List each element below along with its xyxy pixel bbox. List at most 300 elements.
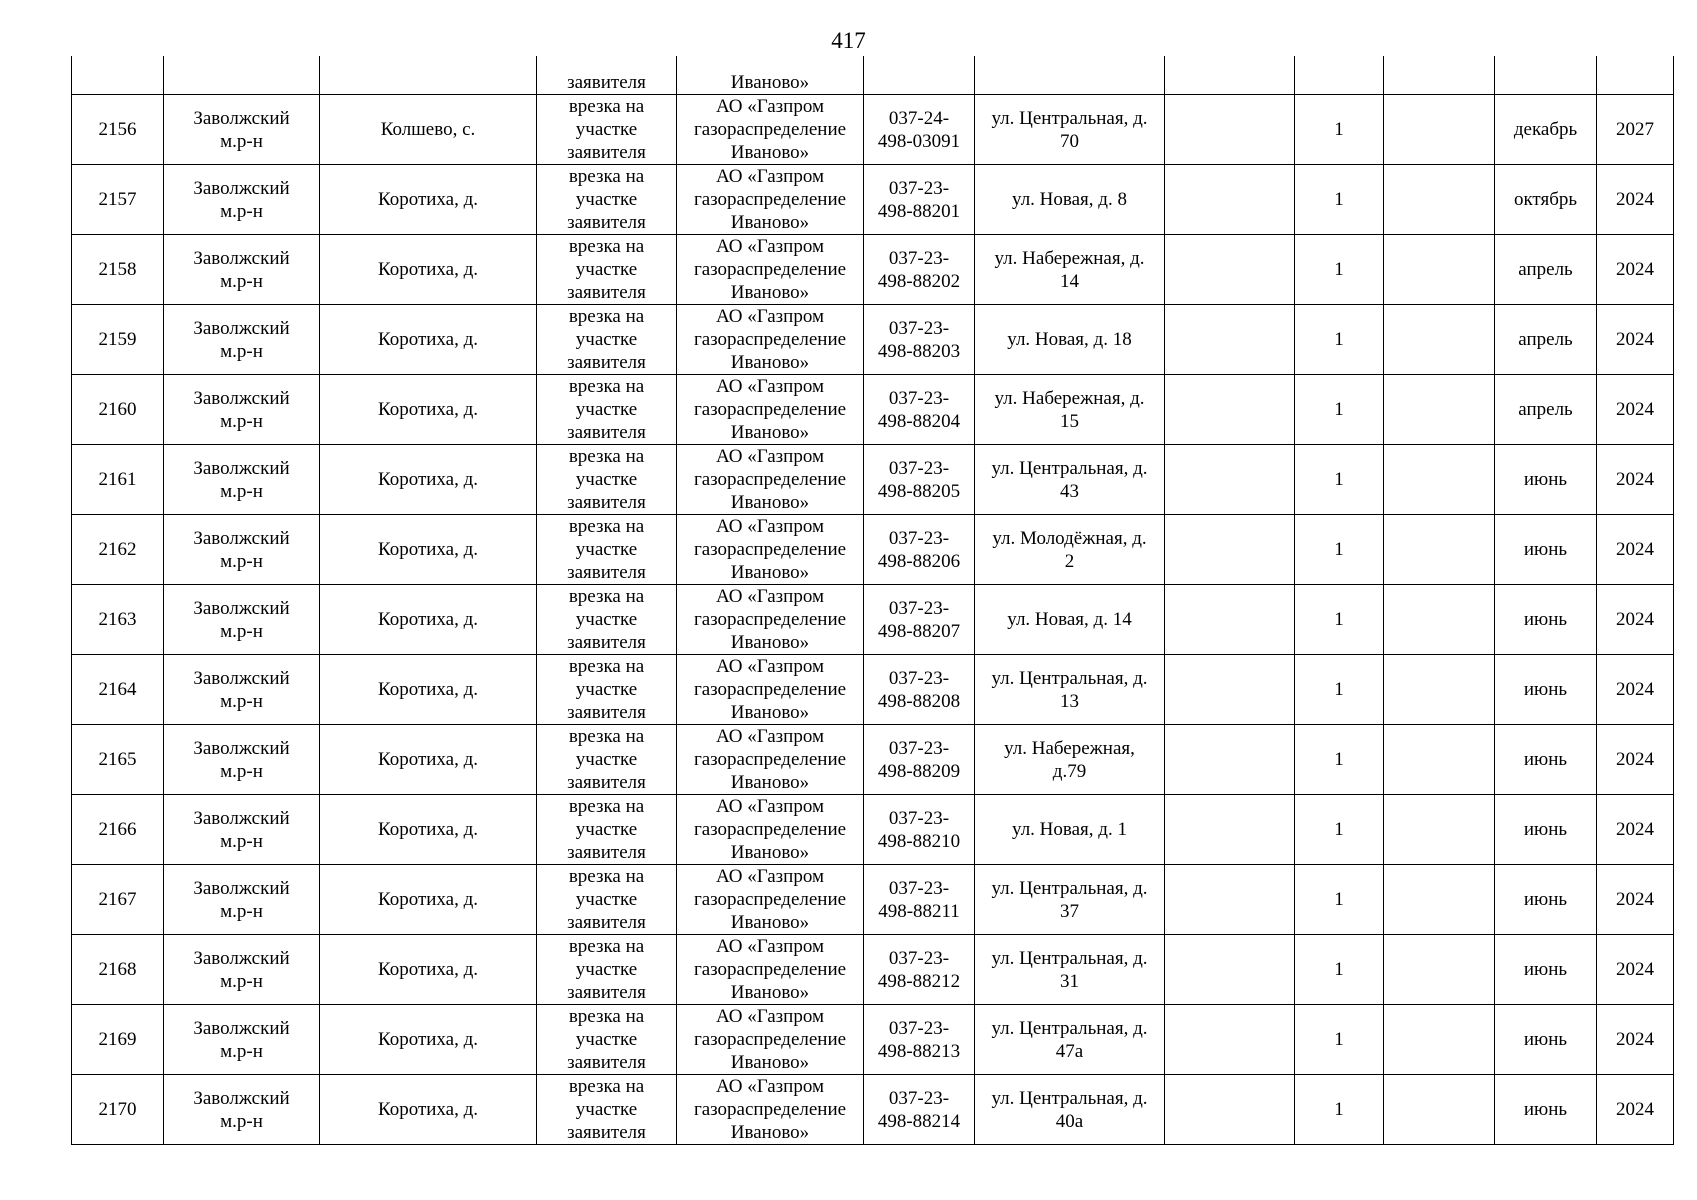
cell-district (164, 375, 320, 445)
cell-text: 2024 (1616, 1029, 1654, 1050)
cell-text: АО «Газпром газораспределение Иваново» (693, 306, 847, 373)
cell-text: врезка на участке заявителя (567, 796, 646, 863)
cell-count (1295, 165, 1384, 235)
cell-connection (537, 795, 677, 865)
cell-text: 2169 (98, 1029, 137, 1050)
cell-count (1295, 585, 1384, 655)
cell-col10 (1384, 865, 1495, 935)
cell-text: врезка на участке заявителя (567, 936, 646, 1003)
cell-district (164, 585, 320, 655)
cell-settlement (320, 305, 537, 375)
cell-text: ул. Набережная, д. 14 (994, 247, 1145, 292)
cell-district (164, 935, 320, 1005)
table-row (72, 305, 1674, 375)
cell-col10 (1384, 585, 1495, 655)
cell-text: июнь (1523, 1029, 1568, 1050)
cell-connection (537, 725, 677, 795)
cell-no (72, 1005, 164, 1075)
cell-text: 2024 (1616, 749, 1654, 770)
cell-col10 (1384, 795, 1495, 865)
cell-year (1597, 305, 1674, 375)
cell-col8 (1165, 585, 1295, 655)
cell-year (1597, 655, 1674, 725)
cell-text: 1 (1334, 399, 1344, 420)
cell-text: ул. Центральная, д. 37 (991, 877, 1148, 922)
cell-text: врезка на участке заявителя (567, 96, 646, 163)
cell-connection (537, 445, 677, 515)
cell-no (72, 865, 164, 935)
cell-district (164, 305, 320, 375)
cell-text: 1 (1334, 119, 1344, 140)
table-row (72, 1005, 1674, 1075)
cell-address (975, 865, 1165, 935)
cell-month (1495, 795, 1597, 865)
cell-text: врезка на участке заявителя (567, 1006, 646, 1073)
cell-text: Коротиха, д. (377, 1099, 479, 1120)
cell-address (975, 725, 1165, 795)
cell-district (164, 95, 320, 165)
cell-text: 2024 (1616, 189, 1654, 210)
cell-col10 (1384, 515, 1495, 585)
gasification-table (71, 56, 1674, 1145)
cell-no (72, 445, 164, 515)
cell-settlement (320, 585, 537, 655)
cell-address (975, 445, 1165, 515)
cell-address (975, 375, 1165, 445)
cell-col8 (1165, 795, 1295, 865)
cell-text: 037-23- 498-88201 (877, 177, 961, 222)
cell-count (1295, 375, 1384, 445)
cell-text: врезка на участке заявителя (567, 446, 646, 513)
cell-text: 1 (1334, 259, 1344, 280)
cell-text: 037-23- 498-88208 (877, 667, 961, 712)
cell-text: ул. Набережная, д. 15 (994, 387, 1145, 432)
cell-code (864, 1005, 975, 1075)
cell-organization (677, 95, 864, 165)
cell-text: Заволжский м.р-н (193, 177, 290, 222)
cell-code (864, 165, 975, 235)
cell-col10 (1384, 235, 1495, 305)
cell-no (72, 375, 164, 445)
cell-text: 2163 (98, 609, 137, 630)
cell-code (864, 305, 975, 375)
cell-month (1495, 515, 1597, 585)
cell-month (1495, 95, 1597, 165)
cell-text: июнь (1523, 819, 1568, 840)
cell-text: ул. Новая, д. 1 (1012, 819, 1127, 840)
cell-settlement (320, 445, 537, 515)
cell-organization: Иваново» (677, 56, 864, 95)
cell-text: Коротиха, д. (377, 329, 479, 350)
cell-code (864, 56, 975, 95)
table-body (72, 56, 1674, 1145)
cell-col10 (1384, 56, 1495, 95)
cell-month (1495, 56, 1597, 95)
cell-text: Заволжский м.р-н (193, 1017, 290, 1062)
cell-text: 2159 (98, 329, 137, 350)
cell-connection (537, 95, 677, 165)
cell-text: 2024 (1616, 959, 1654, 980)
cell-address (975, 56, 1165, 95)
cell-col8 (1165, 515, 1295, 585)
table-row (72, 165, 1674, 235)
cell-text: Коротиха, д. (377, 189, 479, 210)
cell-year (1597, 515, 1674, 585)
table-row (72, 235, 1674, 305)
cell-settlement (320, 515, 537, 585)
cell-settlement (320, 56, 537, 95)
cell-settlement (320, 1075, 537, 1145)
cell-month (1495, 655, 1597, 725)
cell-text: 1 (1334, 1099, 1344, 1120)
cell-text: 2024 (1616, 469, 1654, 490)
cell-text: 2158 (98, 259, 137, 280)
cell-text: 037-23- 498-88206 (877, 527, 961, 572)
cell-text: 2164 (98, 679, 137, 700)
cell-col10 (1384, 95, 1495, 165)
cell-text: 037-23- 498-88204 (877, 387, 961, 432)
cell-district (164, 865, 320, 935)
cell-text: 2024 (1616, 819, 1654, 840)
cell-code (864, 95, 975, 165)
cell-district (164, 445, 320, 515)
cell-text: 2157 (98, 189, 137, 210)
cell-text: врезка на участке заявителя (567, 236, 646, 303)
cell-text: врезка на участке заявителя (567, 866, 646, 933)
cell-code (864, 375, 975, 445)
cell-no (72, 56, 164, 95)
cell-text: 037-23- 498-88214 (877, 1087, 961, 1132)
cell-col8 (1165, 445, 1295, 515)
cell-month (1495, 725, 1597, 795)
cell-text: АО «Газпром газораспределение Иваново» (693, 656, 847, 723)
cell-connection (537, 165, 677, 235)
cell-text: апрель (1518, 259, 1573, 280)
cell-settlement (320, 95, 537, 165)
cell-text: 1 (1334, 189, 1344, 210)
cell-text: 2167 (98, 889, 137, 910)
cell-text: Коротиха, д. (377, 749, 479, 770)
cell-col8 (1165, 95, 1295, 165)
cell-connection (537, 1075, 677, 1145)
cell-text: АО «Газпром газораспределение Иваново» (693, 936, 847, 1003)
cell-address (975, 165, 1165, 235)
cell-month (1495, 235, 1597, 305)
cell-col10 (1384, 1005, 1495, 1075)
table-row-continued (72, 56, 1674, 95)
cell-col8 (1165, 56, 1295, 95)
cell-text: 037-23- 498-88213 (877, 1017, 961, 1062)
cell-code (864, 235, 975, 305)
cell-text: Заволжский м.р-н (193, 527, 290, 572)
cell-code (864, 585, 975, 655)
cell-address (975, 655, 1165, 725)
cell-district (164, 795, 320, 865)
cell-text: 2161 (98, 469, 137, 490)
cell-text: Коротиха, д. (377, 539, 479, 560)
cell-no (72, 585, 164, 655)
cell-text: Заволжский м.р-н (193, 667, 290, 712)
cell-organization (677, 1005, 864, 1075)
cell-text: АО «Газпром газораспределение Иваново» (693, 796, 847, 863)
cell-count (1295, 655, 1384, 725)
cell-text: 2024 (1616, 609, 1654, 630)
cell-text: июнь (1523, 539, 1568, 560)
cell-text: 2024 (1616, 539, 1654, 560)
cell-text: октябрь (1513, 189, 1578, 210)
cell-no (72, 1075, 164, 1145)
cell-text: Колшево, с. (380, 119, 476, 140)
cell-col10 (1384, 445, 1495, 515)
cell-no (72, 935, 164, 1005)
cell-month (1495, 1005, 1597, 1075)
cell-text: Заволжский м.р-н (193, 457, 290, 502)
cell-text: апрель (1518, 329, 1573, 350)
cell-year (1597, 375, 1674, 445)
cell-no (72, 725, 164, 795)
page-number: 417 (831, 28, 866, 53)
cell-text: Заволжский м.р-н (193, 807, 290, 852)
cell-year (1597, 95, 1674, 165)
cell-address (975, 1005, 1165, 1075)
cell-count (1295, 95, 1384, 165)
cell-organization (677, 165, 864, 235)
cell-text: ул. Молодёжная, д. 2 (992, 527, 1147, 572)
cell-connection (537, 655, 677, 725)
cell-text: Заволжский м.р-н (193, 317, 290, 362)
cell-count (1295, 56, 1384, 95)
cell-organization (677, 445, 864, 515)
cell-no (72, 515, 164, 585)
cell-text: АО «Газпром газораспределение Иваново» (693, 726, 847, 793)
cell-text: ул. Новая, д. 8 (1012, 189, 1127, 210)
cell-organization (677, 235, 864, 305)
cell-text: 2024 (1616, 889, 1654, 910)
cell-text: 037-23- 498-88211 (878, 877, 960, 922)
cell-year (1597, 445, 1674, 515)
cell-no (72, 655, 164, 725)
cell-text: Заволжский м.р-н (193, 387, 290, 432)
cell-text: врезка на участке заявителя (567, 1076, 646, 1143)
cell-col10 (1384, 1075, 1495, 1145)
cell-text: июнь (1523, 469, 1568, 490)
cell-col8 (1165, 305, 1295, 375)
cell-code (864, 725, 975, 795)
cell-text: ул. Новая, д. 18 (1007, 329, 1132, 350)
cell-address (975, 935, 1165, 1005)
cell-count (1295, 235, 1384, 305)
cell-district (164, 165, 320, 235)
cell-text: АО «Газпром газораспределение Иваново» (693, 1076, 847, 1143)
cell-connection (537, 375, 677, 445)
cell-col10 (1384, 165, 1495, 235)
cell-text: 037-23- 498-88212 (877, 947, 961, 992)
cell-text: ул. Центральная, д. 31 (991, 947, 1148, 992)
cell-text: 2170 (98, 1099, 137, 1120)
cell-text: 037-23- 498-88203 (877, 317, 961, 362)
table-row (72, 1075, 1674, 1145)
cell-organization (677, 655, 864, 725)
cell-count (1295, 305, 1384, 375)
cell-count (1295, 935, 1384, 1005)
cell-address (975, 235, 1165, 305)
cell-text: Коротиха, д. (377, 469, 479, 490)
cell-year (1597, 1005, 1674, 1075)
cell-district (164, 1075, 320, 1145)
cell-year (1597, 235, 1674, 305)
cell-count (1295, 1005, 1384, 1075)
cell-text: Коротиха, д. (377, 1029, 479, 1050)
cell-address (975, 95, 1165, 165)
cell-district (164, 725, 320, 795)
cell-district (164, 515, 320, 585)
cell-text: 037-23- 498-88205 (877, 457, 961, 502)
cell-text: Заволжский м.р-н (193, 737, 290, 782)
cell-connection (537, 1005, 677, 1075)
cell-text: 1 (1334, 959, 1344, 980)
cell-district (164, 56, 320, 95)
cell-text: июнь (1523, 959, 1568, 980)
cell-text: 1 (1334, 819, 1344, 840)
cell-col10 (1384, 725, 1495, 795)
cell-col8 (1165, 935, 1295, 1005)
cell-text: 037-24- 498-03091 (877, 107, 961, 152)
cell-organization (677, 585, 864, 655)
cell-no (72, 795, 164, 865)
cell-count (1295, 865, 1384, 935)
cell-text: 1 (1334, 889, 1344, 910)
cell-text: 1 (1334, 469, 1344, 490)
cell-text: АО «Газпром газораспределение Иваново» (693, 586, 847, 653)
cell-text: врезка на участке заявителя (567, 166, 646, 233)
cell-district (164, 235, 320, 305)
cell-text: 1 (1334, 1029, 1344, 1050)
cell-col10 (1384, 935, 1495, 1005)
cell-text: Коротиха, д. (377, 259, 479, 280)
cell-text: 1 (1334, 679, 1344, 700)
cell-address (975, 585, 1165, 655)
cell-settlement (320, 165, 537, 235)
cell-text: АО «Газпром газораспределение Иваново» (693, 236, 847, 303)
cell-text: 2024 (1616, 679, 1654, 700)
cell-year (1597, 725, 1674, 795)
cell-organization (677, 795, 864, 865)
cell-text: ул. Центральная, д. 47а (991, 1017, 1148, 1062)
cell-settlement (320, 795, 537, 865)
cell-address (975, 305, 1165, 375)
cell-connection: заявителя (537, 56, 677, 95)
cell-month (1495, 865, 1597, 935)
cell-col10 (1384, 305, 1495, 375)
cell-text: ул. Центральная, д. 13 (991, 667, 1148, 712)
cell-no (72, 95, 164, 165)
cell-text: врезка на участке заявителя (567, 376, 646, 443)
cell-text: 1 (1334, 749, 1344, 770)
cell-text: Заволжский м.р-н (193, 947, 290, 992)
cell-text: Заволжский м.р-н (193, 247, 290, 292)
cell-text: ул. Центральная, д. 70 (991, 107, 1148, 152)
cell-settlement (320, 935, 537, 1005)
cell-text: 037-23- 498-88202 (877, 247, 961, 292)
cell-text: врезка на участке заявителя (567, 516, 646, 583)
cell-text: ул. Набережная, д.79 (1004, 737, 1135, 782)
table-row (72, 865, 1674, 935)
cell-text: 1 (1334, 609, 1344, 630)
cell-text: 2162 (98, 539, 137, 560)
cell-text: 2027 (1616, 119, 1654, 140)
cell-text: июнь (1523, 889, 1568, 910)
cell-text: 037-23- 498-88209 (877, 737, 961, 782)
cell-text: врезка на участке заявителя (567, 656, 646, 723)
cell-organization (677, 375, 864, 445)
cell-text: 2160 (98, 399, 137, 420)
cell-count (1295, 725, 1384, 795)
table-row (72, 95, 1674, 165)
cell-connection (537, 235, 677, 305)
cell-text: 2024 (1616, 329, 1654, 350)
cell-text: Коротиха, д. (377, 609, 479, 630)
cell-text: врезка на участке заявителя (567, 586, 646, 653)
cell-connection (537, 935, 677, 1005)
cell-text: Коротиха, д. (377, 889, 479, 910)
cell-organization (677, 515, 864, 585)
cell-connection (537, 865, 677, 935)
cell-year (1597, 165, 1674, 235)
cell-settlement (320, 725, 537, 795)
cell-address (975, 795, 1165, 865)
cell-text: ул. Новая, д. 14 (1007, 609, 1132, 630)
cell-col8 (1165, 655, 1295, 725)
cell-count (1295, 445, 1384, 515)
table-row (72, 725, 1674, 795)
cell-col10 (1384, 375, 1495, 445)
cell-month (1495, 375, 1597, 445)
cell-month (1495, 935, 1597, 1005)
cell-count (1295, 1075, 1384, 1145)
cell-text: 037-23- 498-88207 (877, 597, 961, 642)
table-row (72, 935, 1674, 1005)
cell-text: ул. Центральная, д. 43 (991, 457, 1148, 502)
cell-col8 (1165, 725, 1295, 795)
cell-month (1495, 445, 1597, 515)
cell-text: АО «Газпром газораспределение Иваново» (693, 446, 847, 513)
table-row (72, 445, 1674, 515)
cell-code (864, 795, 975, 865)
cell-code (864, 445, 975, 515)
cell-text: 2165 (98, 749, 137, 770)
cell-text: врезка на участке заявителя (567, 306, 646, 373)
cell-text: 037-23- 498-88210 (877, 807, 961, 852)
cell-code (864, 515, 975, 585)
cell-text: апрель (1518, 399, 1573, 420)
cell-year (1597, 1075, 1674, 1145)
cell-code (864, 935, 975, 1005)
cell-text: июнь (1523, 609, 1568, 630)
cell-connection (537, 585, 677, 655)
cell-text: АО «Газпром газораспределение Иваново» (693, 166, 847, 233)
cell-no (72, 165, 164, 235)
cell-text: АО «Газпром газораспределение Иваново» (693, 96, 847, 163)
cell-count (1295, 515, 1384, 585)
table-row (72, 375, 1674, 445)
cell-month (1495, 585, 1597, 655)
cell-text: Заволжский м.р-н (193, 597, 290, 642)
cell-text: Заволжский м.р-н (193, 107, 290, 152)
cell-year (1597, 56, 1674, 95)
cell-district (164, 655, 320, 725)
cell-col10 (1384, 655, 1495, 725)
cell-text: 2156 (98, 119, 137, 140)
